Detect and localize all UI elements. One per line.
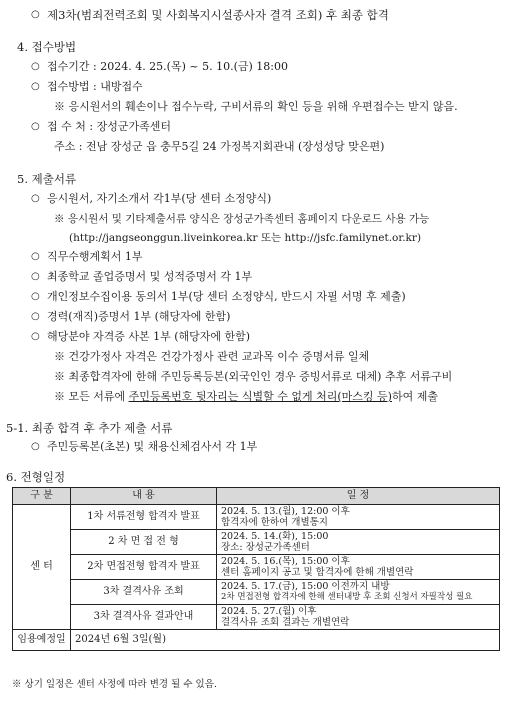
table-row (13, 505, 500, 530)
section6-title: 6. 전형일정 (6, 470, 66, 484)
bullet-icon: ○ (31, 121, 40, 132)
doc-item: 응시원서, 자기소개서 각1부(당 센터 소정양식) (47, 192, 272, 205)
row-detail: 2차 면접전형 합격자에 한해 센터내방 후 조회 신청서 자필작성 필요 (221, 592, 473, 602)
final-note: ※ 최종합격자에 한해 주민등록등본(외국인인 경우 증빙서류로 대체) 추후 서류구비 (54, 370, 453, 383)
appoint-date: 2024년 6월 3일(월) (71, 630, 500, 651)
row-date: 2024. 5. 13.(월), 12:00 이후 (221, 506, 350, 517)
bullet-icon: ○ (31, 251, 40, 262)
mask-note-underlined: 주민등록번호 뒷자리는 식별할 수 없게 처리(마스킹 등) (128, 390, 392, 403)
place-text: 접 수 처 : 장성군가족센터 (47, 120, 171, 133)
period-text: 접수기간 : 2024. 4. 25.(목) ~ 5. 10.(금) 18:00 (47, 60, 288, 73)
bullet-icon: ○ (31, 311, 40, 322)
bullet-icon: ○ (31, 441, 40, 452)
health-note: ※ 건강가정사 자격은 건강가정사 관련 교과목 이수 증명서류 일체 (54, 350, 370, 363)
row-schedule (217, 580, 500, 605)
section5-title: 5. 제출서류 (17, 172, 77, 186)
extra-doc-item: 주민등록본(초본) 및 채용신체검사서 각 1부 (47, 440, 258, 453)
row-schedule (217, 530, 500, 555)
mask-note-suffix: 하여 제출 (391, 390, 438, 403)
address-text: 주소 : 전남 장성군 읍 충무5길 24 가정복지회관내 (장성성당 맞은편) (54, 140, 385, 153)
row-schedule (217, 555, 500, 580)
schedule-footnote: ※ 상기 일정은 센터 사정에 따라 변경 될 수 있음. (12, 679, 217, 690)
row-schedule (217, 605, 500, 630)
row-date: 2024. 5. 27.(월) 이후 (221, 606, 317, 617)
row-date: 2024. 5. 14.(화), 15:00 (221, 531, 329, 542)
center-label: 센 터 (13, 505, 71, 630)
table-row (13, 605, 500, 630)
table-row (13, 580, 500, 605)
schedule-table (12, 487, 500, 651)
appoint-label: 임용예정일 (13, 630, 71, 651)
doc-item: 경력(재직)증명서 1부 (해당자에 한함) (47, 310, 231, 323)
row-content: 3차 결격사유 조회 (71, 580, 217, 605)
header-content: 내 용 (71, 488, 217, 505)
row-date: 2024. 5. 17.(금), 15:00 이전까지 내방 (221, 581, 390, 592)
doc-item: 최종학교 졸업증명서 및 성적증명서 각 1부 (47, 270, 253, 283)
final-round-text: 제3차(범죄전력조회 및 사회복지시설종사자 결격 조회) 후 최종 합격 (47, 8, 389, 22)
schedule-header-row (13, 488, 500, 505)
row-content: 2 차 면 접 전 형 (71, 530, 217, 555)
method-note: ※ 응시원서의 훼손이나 접수누락, 구비서류의 확인 등을 위해 우편접수는 받지 않음. (54, 100, 458, 113)
bullet-icon: ○ (31, 271, 40, 282)
table-row (13, 555, 500, 580)
form-note: ※ 응시원서 및 기타제출서류 양식은 장성군가족센터 홈페이지 다운로드 사용 가능 (54, 213, 430, 225)
method-text: 접수방법 : 내방접수 (47, 80, 143, 93)
row-content: 3차 결격사유 결과안내 (71, 605, 217, 630)
header-category: 구 분 (13, 488, 71, 505)
section51-title: 5-1. 최종 합격 후 추가 제출 서류 (6, 421, 173, 435)
row-detail: 합격자에 한하여 개별통지 (221, 517, 328, 528)
row-detail: 결격사유 조회 결과는 개별연락 (221, 617, 350, 628)
row-detail: 장소: 장성군가족센터 (221, 542, 310, 553)
row-date: 2024. 5. 16.(목), 15:00 이후 (221, 556, 350, 567)
row-schedule (217, 505, 500, 530)
section4-title: 4. 접수방법 (17, 40, 77, 54)
row-content: 1차 서류전형 합격자 발표 (71, 505, 217, 530)
bullet-icon: ○ (31, 61, 40, 72)
bullet-icon: ○ (31, 331, 40, 342)
bullet-icon: ○ (31, 9, 40, 20)
row-content: 2차 면접전형 합격자 발표 (71, 555, 217, 580)
table-row (13, 530, 500, 555)
doc-item: 개인정보수집이용 동의서 1부(당 센터 소정양식, 반드시 자필 서명 후 제출) (47, 290, 406, 303)
doc-item: 직무수행계획서 1부 (47, 250, 143, 263)
form-note-urls: (http://jangseonggun.liveinkorea.kr 또는 http://jsfc.familynet.or.kr) (69, 232, 422, 244)
table-row (13, 630, 500, 651)
header-schedule: 일 정 (217, 488, 500, 505)
bullet-icon: ○ (31, 193, 40, 204)
doc-item: 해당분야 자격증 사본 1부 (해당자에 한함) (47, 330, 251, 343)
row-detail: 센터 홈페이지 공고 및 합격자에 한해 개별연락 (221, 567, 414, 578)
mask-note (54, 390, 438, 404)
bullet-icon: ○ (31, 291, 40, 302)
mask-note-prefix: ※ 모든 서류에 (54, 390, 129, 403)
bullet-icon: ○ (31, 81, 40, 92)
